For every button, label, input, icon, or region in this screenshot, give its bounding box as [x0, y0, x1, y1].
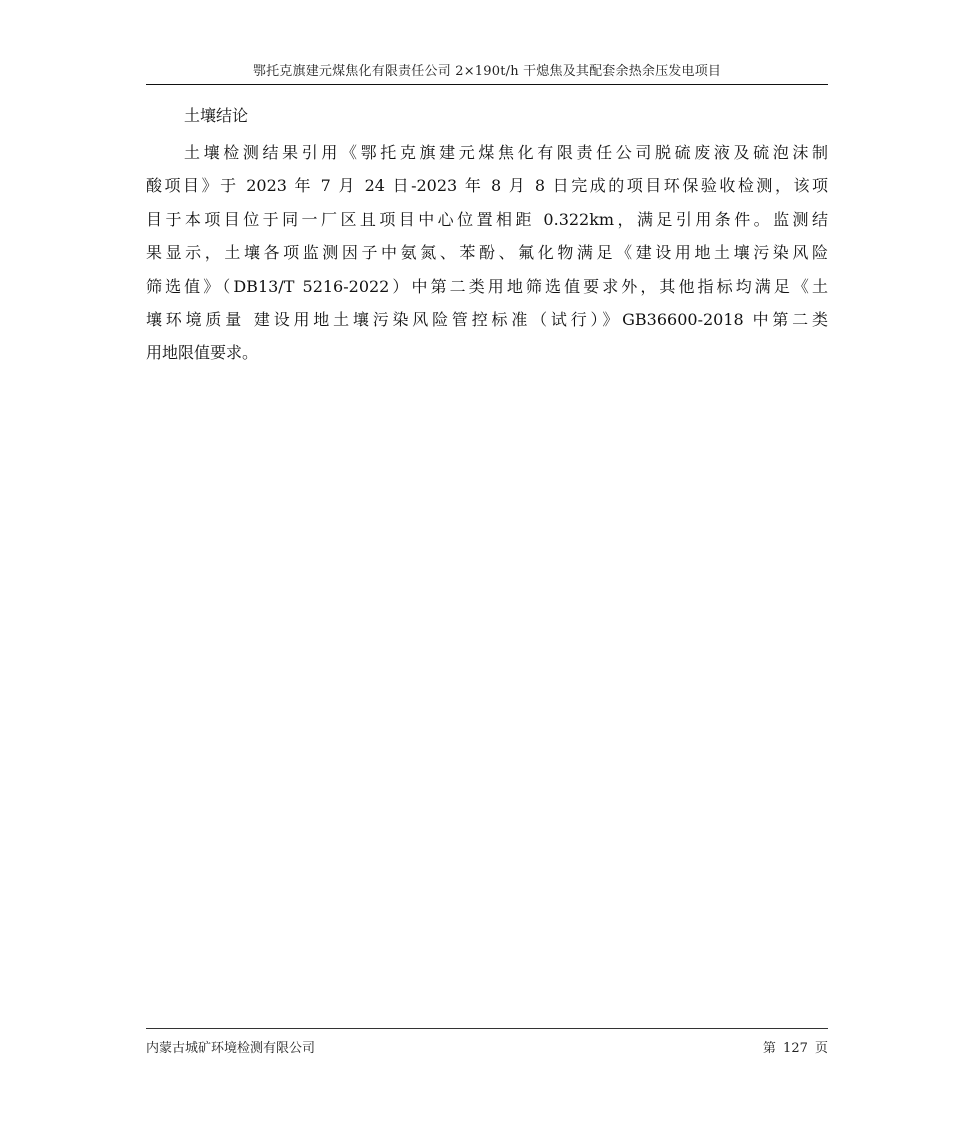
- paragraph-line: 目于本项目位于同一厂区且项目中心位置相距 0.322km，满足引用条件。监测结: [146, 209, 828, 229]
- footer-divider: [146, 1028, 828, 1029]
- running-header: 鄂托克旗建元煤焦化有限责任公司 2×190t/h 干熄焦及其配套余热余压发电项目: [252, 64, 722, 79]
- body-paragraph: [146, 136, 828, 370]
- paragraph-line: 土壤检测结果引用《鄂托克旗建元煤焦化有限责任公司脱硫废液及硫泡沫制: [184, 143, 828, 162]
- paragraph-line: 果显示，土壤各项监测因子中氨氮、苯酚、氟化物满足《建设用地土壤污染风险: [146, 243, 828, 263]
- paragraph-line: 筛选值》（DB13/T 5216-2022）中第二类用地筛选值要求外，其他指标均满足《土: [146, 276, 828, 296]
- footer-company: 内蒙古城矿环境检测有限公司: [146, 1041, 316, 1056]
- page-number: 第 127 页: [762, 1041, 828, 1056]
- paragraph-line: 酸项目》于 2023 年 7 月 24 日-2023 年 8 月 8 日完成的项目环保验收检测，该项: [146, 176, 828, 196]
- header-divider: [146, 84, 828, 85]
- paragraph-line: 壤环境质量 建设用地土壤污染风险管控标准（试行）》GB36600-2018 中第二类: [146, 309, 828, 329]
- section-heading: 土壤结论: [184, 106, 249, 125]
- paragraph-line: 用地限值要求。: [146, 343, 259, 363]
